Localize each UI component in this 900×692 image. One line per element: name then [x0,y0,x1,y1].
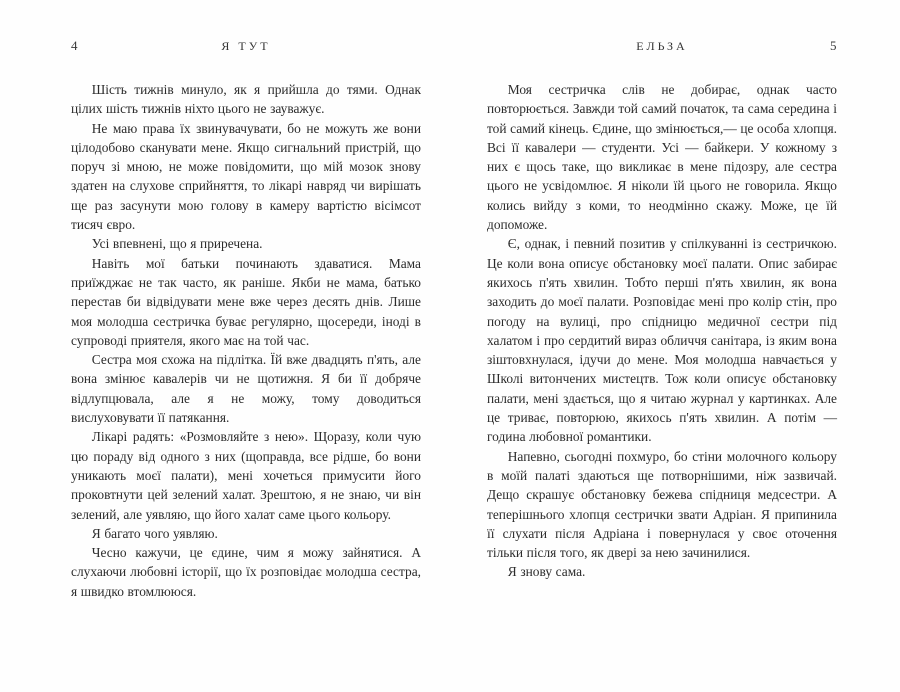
left-page-header [71,38,421,54]
paragraph: Напевно, сьогодні похмуро, бо стіни молочного кольору в моїй палаті здаються ще потворнішими, ніж зазвичай. Дещо скрашує обстановку бежева спідниця медсестри. А теперішнього хлопця сестрички звати Адріан. Я припинила її слухати після Адріана і повернулася у своє оточення тільки після того, як двері за нею зачинилися. [487,448,837,561]
right-page-number: 5 [830,38,837,53]
paragraph: Шість тижнів минуло, як я прийшла до тями. Однак цілих шість тижнів ніхто цього не зауважує. [71,82,421,117]
paragraph: Я багато чого уявляю. [91,525,218,541]
left-page-number: 4 [71,38,78,53]
right-page-header [487,38,837,54]
paragraph: Сестра моя схожа на підлітка. Їй вже двадцять п'ять, але вона змінює кавалерів чи не щотижня. Я би її добряче відлупцювала, але я не можу, тому доводиться вислуховувати її патякання. [71,352,421,426]
right-page [487,0,837,582]
left-page [71,0,421,601]
paragraph: Я знову сама. [507,564,586,580]
paragraph: Чесно кажучи, це єдине, чим я можу зайнятися. А слухаючи любовні історії, що їх розповідає молодша сестра, я швидко втомлююся. [71,545,421,599]
left-page-text [71,80,421,601]
right-running-head: ЕЛЬЗА [636,39,688,53]
paragraph: Лікарі радять: «Розмовляйте з нею». Щоразу, коли чую цю пораду від одного з них (щоправда, все рідше, бо вони уникають моєї палати), мені хочеться примусити його проковтнути цей зелений халат. Зрештою, я не знаю, чи він зелений, але уявляю, що його халат саме цього кольору. [71,429,421,522]
right-page-text [487,80,837,582]
paragraph: Навіть мої батьки починають здаватися. Мама приїжджає не так часто, як раніше. Якби не мама, батько перестав би відвідувати мене вже через десять днів. Лише моя молодша сестричка буває регулярно, щосереди, іноді в супроводі приятеля, якого має на той час. [71,255,421,348]
left-running-head: Я ТУТ [221,39,271,53]
paragraph: Усі впевнені, що я приречена. [91,236,263,252]
paragraph: Не маю права їх звинувачувати, бо не можуть же вони цілодобово сканувати мене. Якщо сигнальний пристрій, що поруч зі мною, не може повідомити, що мій мозок знову здатен на слухове сприйняття, то лікарі навряд чи вирішать ще раз засунути мою голову в камеру вартістю вісімсот тисяч євро. [71,120,421,233]
paragraph: Моя сестричка слів не добирає, однак часто повторюється. Завжди той самий початок, та сама середина і той самий кінець. Єдине, що змінюється,— це особа хлопця. Всі її кавалери — студенти. Усі — байкери. У кожному з них є щось таке, що викликає в мене підозру, але сестра цього не усвідомлює. Я ніколи їй цього не говорила. Якщо колись вийду з коми, то неодмінно скажу. Може, це їй допоможе. [487,82,838,233]
paragraph: Є, однак, і певний позитив у спілкуванні із сестричкою. Це коли вона описує обстановку моєї палати. Опис забирає якихось п'ять хвилин. Тобто перші п'ять хвилин, як вона заходить до моєї палати. Розповідає мені про колір стін, про погоду на вулиці, про спідницю медичної сестри під халатом і про сердитий вираз обличчя санітара, із яким вона зіштовхнулася, ідучи до мене. Моя молодша навчається у Школі витончених мистецтв. Тож коли описує обстановку палати, мені здається, що я читаю журнал у картинках. Але це триває, повторюю, якихось п'ять хвилин. А потім — година любовної романтики. [487,236,837,445]
